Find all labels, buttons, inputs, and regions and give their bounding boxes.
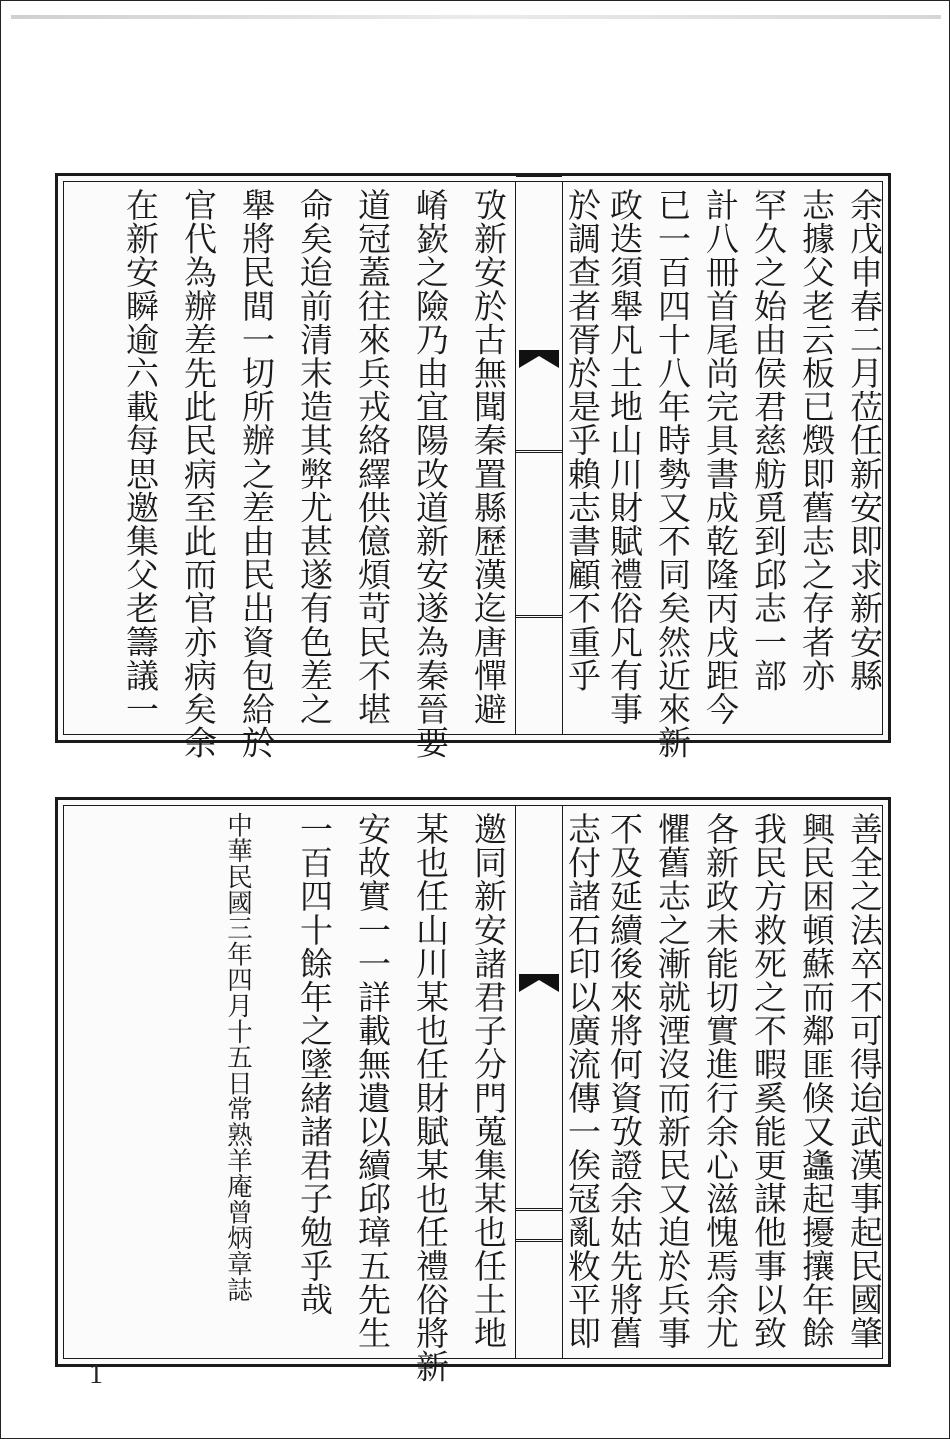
- text-column: 不及延續後來將何資攷證余姑先將舊: [605, 812, 644, 1350]
- text-column: 興民困頓蘇而鄰匪倏又蠭起擾攘年餘: [797, 812, 836, 1350]
- signature-column: 中華民國三年四月十五日常熟羊庵曾炳章誌: [223, 812, 253, 1303]
- text-column: 在新安瞬逾六載每思邀集父老籌議一: [121, 188, 160, 726]
- fold-line: [516, 176, 562, 177]
- text-column: 邀同新安諸君子分門蒐集某也任土地: [469, 812, 508, 1350]
- fishtail-mark-icon: [519, 974, 559, 992]
- text-column: 攷新安於古無聞秦置縣歷漢迄唐憚避: [469, 188, 508, 726]
- text-column: 政迭須舉凡土地山川財賦禮俗凡有事: [605, 188, 644, 726]
- text-column: 某也任山川某也任財賦某也任禮俗將新: [411, 812, 450, 1384]
- fold-line: [516, 1210, 562, 1211]
- center-fold: [515, 806, 563, 1358]
- text-column: 我民方救死之不暇奚能更謀他事以致: [749, 812, 788, 1350]
- text-column: 已一百四十八年時勢又不同矣然近來新: [653, 188, 692, 760]
- fold-line: [516, 452, 562, 453]
- fold-line: [516, 1208, 562, 1209]
- scan-edge-mark: [11, 15, 941, 19]
- fishtail-mark-icon: [519, 350, 559, 368]
- fold-line: [516, 450, 562, 451]
- center-fold: [515, 182, 563, 734]
- text-column: 志付諸石印以廣流傳一俟冦亂敉平即: [563, 812, 602, 1350]
- page-number: 1: [89, 1359, 103, 1390]
- fold-line: [516, 1239, 562, 1240]
- text-column: 官代為辦差先此民病至此而官亦病矣余: [179, 188, 218, 760]
- text-column: 舉將民間一切所辦之差由民出資包給於: [237, 188, 276, 760]
- text-column: 計八冊首尾尚完具書成乾隆丙戌距今: [701, 188, 740, 726]
- text-column: 罕久之始由侯君慈舫覓到邱志一部: [749, 188, 788, 692]
- text-column: 志據父老云板已燬即舊志之存者亦: [797, 188, 836, 692]
- fold-line: [516, 1241, 562, 1242]
- text-column: 一百四十餘年之墜緒諸君子勉乎哉: [295, 812, 334, 1316]
- text-column: 余戊申春二月莅任新安即求新安縣: [845, 188, 884, 692]
- text-column: 命矣迨前清末造其弊尤甚遂有色差之: [295, 188, 334, 726]
- text-column: 懼舊志之漸就湮沒而新民又迫於兵事: [653, 812, 692, 1350]
- text-column: 各新政未能切實進行余心滋愧焉余尤: [701, 812, 740, 1350]
- fold-line: [516, 617, 562, 618]
- text-column: 善全之法卒不可得迨武漢事起民國肇: [845, 812, 884, 1350]
- fold-line: [516, 615, 562, 616]
- text-column: 崤嶔之險乃由宜陽改道新安遂為秦晉要: [411, 188, 450, 760]
- text-column: 於調查者胥於是乎賴志書顧不重乎: [563, 188, 602, 692]
- text-column: 道冠蓋往來兵戎絡繹供億煩苛民不堪: [353, 188, 392, 726]
- top-text-panel: [55, 173, 891, 760]
- text-column: 安故實一一詳載無遺以續邱璋五先生: [353, 812, 392, 1350]
- bottom-text-panel: [55, 797, 891, 1384]
